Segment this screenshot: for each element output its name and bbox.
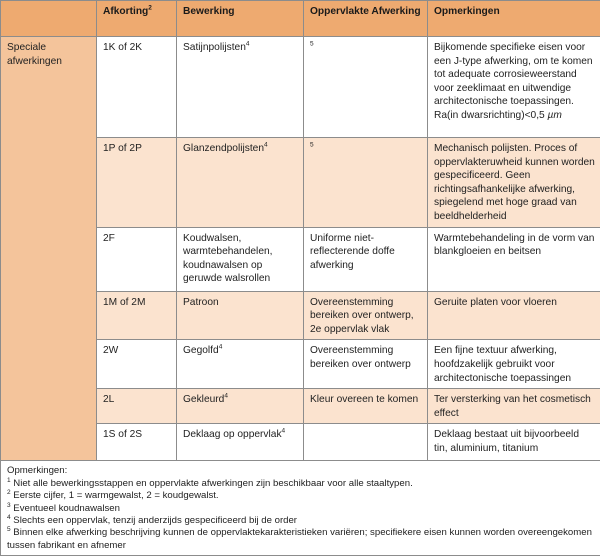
header-empty-cell (1, 1, 97, 37)
surface-footnote: 5 (310, 142, 314, 149)
process-cell (177, 37, 304, 138)
header-opmerkingen: Opmerkingen (428, 1, 600, 37)
note-line (7, 527, 595, 552)
process-cell (177, 389, 304, 424)
category-cell: Speciale afwerkingen (1, 37, 97, 461)
note-line (7, 515, 595, 527)
note-number: 5 (7, 526, 11, 533)
surface-cell: Kleur overeen te komen (304, 389, 428, 424)
process-cell (177, 340, 304, 389)
note-text: Niet alle bewerkingsstappen en oppervlakte afwerkingen zijn beschikbaar voor alle staaltypen. (11, 478, 413, 489)
remark-cell: Deklaag bestaat uit bijvoorbeeld tin, aluminium, titanium (428, 424, 600, 461)
notes-row (1, 461, 600, 556)
notes-cell (1, 461, 600, 556)
table-header-row (1, 1, 600, 37)
header-afkorting (97, 1, 177, 37)
note-line (7, 503, 595, 515)
remark-cell: Geruite platen voor vloeren (428, 291, 600, 340)
surface-cell: Overeenstemming bereiken over ontwerp (304, 340, 428, 389)
code-cell: 1S of 2S (97, 424, 177, 461)
surface-cell (304, 37, 428, 138)
process-cell (177, 424, 304, 461)
process-label: Deklaag op oppervlak (183, 429, 282, 440)
process-footnote: 4 (219, 344, 223, 351)
code-cell: 1M of 2M (97, 291, 177, 340)
notes-title: Opmerkingen: (7, 465, 595, 477)
process-label: Glanzendpolijsten (183, 143, 264, 154)
process-label: Gekleurd (183, 394, 224, 405)
remark-cell: Warmtebehandeling in de vorm van blankgloeien en beitsen (428, 227, 600, 291)
surface-cell: Uniforme niet-reflecterende doffe afwerking (304, 227, 428, 291)
note-number: 1 (7, 477, 11, 484)
remark-cell: Ter versterking van het cosmetisch effect (428, 389, 600, 424)
note-line (7, 490, 595, 502)
surface-cell: Overeenstemming bereiken over ontwerp, 2e oppervlak vlak (304, 291, 428, 340)
note-number: 3 (7, 501, 11, 508)
note-line (7, 478, 595, 490)
note-text: Eerste cijfer, 1 = warmgewalst, 2 = koudgewalst. (11, 490, 219, 501)
remark-text: Bijkomende specifieke eisen voor een J-type afwerking, om te komen tot adequate corrosieweerstand voor zeeklimaat en uitwendige architectonische toepassingen. Ra(in dwarsrichting)<0,5 (434, 42, 593, 121)
code-cell: 2W (97, 340, 177, 389)
header-afkorting-footnote: 2 (148, 5, 152, 12)
remark-unit: µm (548, 110, 562, 121)
note-text: Slechts een oppervlak, tenzij anderzijds gespecificeerd bij de order (11, 515, 297, 526)
process-footnote: 4 (224, 393, 228, 400)
code-cell: 2F (97, 227, 177, 291)
header-oppervlakte-afwerking: Oppervlakte Afwerking (304, 1, 428, 37)
surface-cell (304, 424, 428, 461)
remark-cell: Een fijne textuur afwerking, hoofdzakelijk gebruikt voor architectonische toepassingen (428, 340, 600, 389)
code-cell: 2L (97, 389, 177, 424)
note-number: 2 (7, 489, 11, 496)
table-row (1, 37, 600, 138)
process-cell (177, 138, 304, 228)
process-footnote: 4 (264, 142, 268, 149)
process-footnote: 4 (246, 41, 250, 48)
code-cell: 1P of 2P (97, 138, 177, 228)
remark-cell (428, 37, 600, 138)
process-footnote: 4 (282, 428, 286, 435)
surface-cell (304, 138, 428, 228)
note-number: 4 (7, 514, 11, 521)
process-cell: Patroon (177, 291, 304, 340)
header-afkorting-label: Afkorting (103, 6, 148, 17)
note-text: Binnen elke afwerking beschrijving kunnen de oppervlaktekarakteristieken variëren; specifiekere eisen kunnen worden overeengekomen tussen fabrikant en afnemer (7, 527, 592, 550)
process-cell: Koudwalsen, warmtebehandelen, koudnawalsen op geruwde walsrollen (177, 227, 304, 291)
header-bewerking: Bewerking (177, 1, 304, 37)
code-cell: 1K of 2K (97, 37, 177, 138)
process-label: Satijnpolijsten (183, 42, 246, 53)
note-text: Eventueel koudnawalsen (11, 503, 120, 514)
remark-cell: Mechanisch polijsten. Proces of oppervlakteruwheid kunnen worden gespecificeerd. Geen richtingsafhankelijke afwerking, spiegelend met hoge graad van beeldhelderheid (428, 138, 600, 228)
process-label: Gegolfd (183, 345, 219, 356)
surface-footnote: 5 (310, 41, 314, 48)
